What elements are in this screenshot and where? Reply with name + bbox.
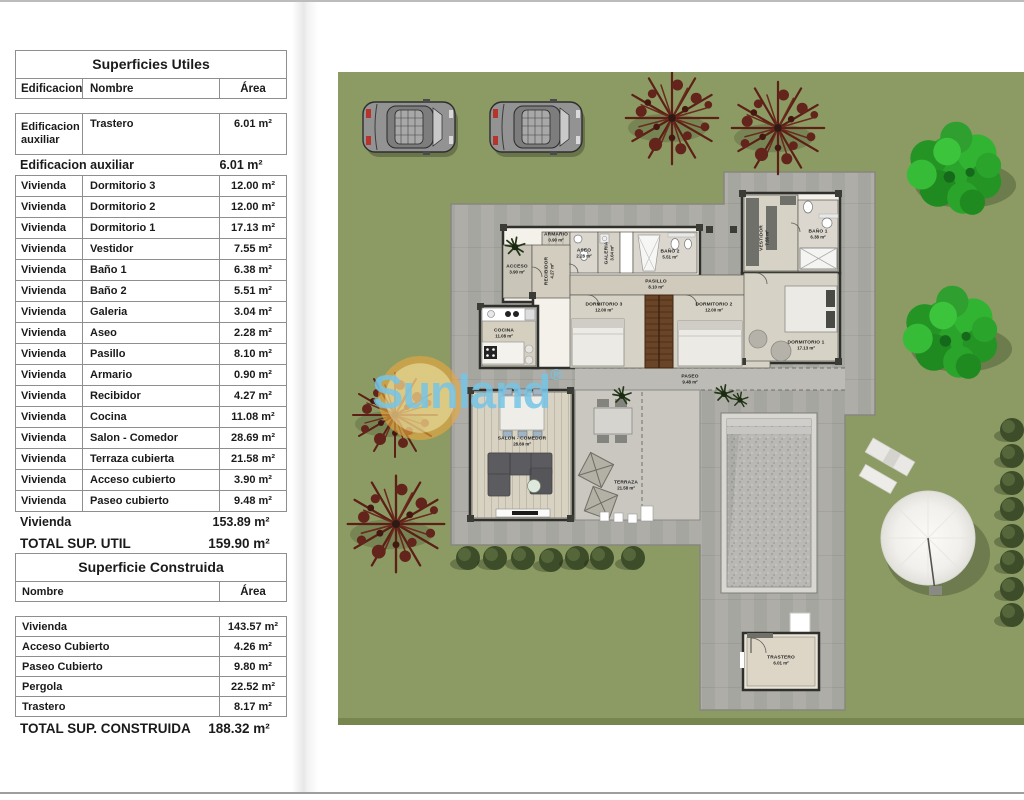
table-row: Paseo Cubierto 9.80 m² xyxy=(16,657,286,677)
room-label-salon-comedor: SALON - COMEDOR 28.69 m² xyxy=(497,436,547,448)
subtotal-edificacion-auxiliar: Edificacion auxiliar 6.01 m² xyxy=(20,158,263,172)
bed-dormitorio-3 xyxy=(572,319,624,366)
lawn-edge xyxy=(338,718,1024,725)
room-label-acceso: ACCESO 3.90 m² xyxy=(506,264,528,276)
pool xyxy=(721,413,817,593)
table-row: Vivienda Vestidor 7.55 m² xyxy=(16,239,286,260)
room-label-pasillo: PASILLO 8.10 m² xyxy=(645,279,667,291)
room-label-cocina: COCINA 11.08 m² xyxy=(494,328,514,340)
col-nombre: Nombre xyxy=(90,82,134,95)
top-rule xyxy=(0,0,1024,2)
table-row: Vivienda Armario 0.90 m² xyxy=(16,365,286,386)
table-row: Edificacion auxiliar Trastero 6.01 m² xyxy=(16,114,286,154)
construida-header-block xyxy=(15,553,287,602)
table-row: Vivienda Pasillo 8.10 m² xyxy=(16,344,286,365)
table-row: Vivienda Baño 2 5.51 m² xyxy=(16,281,286,302)
room-label-vestidor: VESTIDOR 7.55 m² xyxy=(759,225,771,251)
room-label-terraza: TERRAZA 21.58 m² xyxy=(613,480,639,492)
table-row: Vivienda Cocina 11.08 m² xyxy=(16,407,286,428)
table-row: Vivienda Terraza cubierta 21.58 m² xyxy=(16,449,286,470)
room-label-galeria: GALERIA 3.04 m² xyxy=(604,241,616,265)
room-label-bano2: BAÑO 2 5.51 m² xyxy=(660,249,680,261)
table-row: Vivienda Paseo cubierto 9.48 m² xyxy=(16,491,286,511)
col-area: Área xyxy=(219,582,286,601)
room-label-armario: ARMARIO 0.90 m² xyxy=(543,232,569,244)
paseo-strip xyxy=(575,368,845,390)
room-label-paseo: PASEO 9.48 m² xyxy=(681,374,699,386)
bottom-rule xyxy=(0,792,1024,794)
wood-deck xyxy=(645,295,673,368)
table-row: Vivienda Dormitorio 1 17.13 m² xyxy=(16,218,286,239)
sunland-watermark-text: Sunland® xyxy=(372,365,562,418)
room-label-dormitorio-2: DORMITORIO 2 12.00 m² xyxy=(695,302,733,314)
table-row: Vivienda Acceso cubierto 3.90 m² xyxy=(16,470,286,491)
page-fold-shadow xyxy=(292,2,318,792)
construida-title: Superficie Construida xyxy=(16,554,286,582)
car-top-view xyxy=(490,99,585,157)
utiles-header-block xyxy=(15,50,287,99)
utiles-title: Superficies Utiles xyxy=(16,51,286,79)
table-row: Acceso Cubierto 4.26 m² xyxy=(16,637,286,657)
room-label-trastero: TRASTERO 6.01 m² xyxy=(767,655,795,667)
table-row: Vivienda Recibidor 4.27 m² xyxy=(16,386,286,407)
table-row: Trastero 8.17 m² xyxy=(16,697,286,716)
total-sup-util: TOTAL SUP. UTIL 159.90 m² xyxy=(20,536,270,551)
table-row: Vivienda Baño 1 6.38 m² xyxy=(16,260,286,281)
total-sup-construida: TOTAL SUP. CONSTRUIDA 188.32 m² xyxy=(20,721,270,736)
construida-column-headers xyxy=(16,582,286,601)
car-top-view xyxy=(363,99,458,157)
construida-rows-block xyxy=(15,616,287,717)
room-label-dormitorio-3: DORMITORIO 3 12.00 m² xyxy=(585,302,623,314)
col-area: Área xyxy=(219,79,286,98)
room-label-dormitorio-1: DORMITORIO 1 17.13 m² xyxy=(787,340,825,352)
col-nombre: Nombre xyxy=(22,585,64,598)
room-label-bano1: BAÑO 1 6.38 m² xyxy=(808,229,828,241)
sunland-watermark xyxy=(372,364,561,434)
utiles-vivienda-block xyxy=(15,175,287,512)
room-label-recibidor: RECIBIDOR 4.27 m² xyxy=(544,256,556,286)
utiles-aux-block xyxy=(15,113,287,155)
col-edificacion: Edificacion xyxy=(16,79,83,98)
table-row: Vivienda Dormitorio 2 12.00 m² xyxy=(16,197,286,218)
table-row: Vivienda Salon - Comedor 28.69 m² xyxy=(16,428,286,449)
subtotal-vivienda: Vivienda 153.89 m² xyxy=(20,515,270,529)
table-superficies-utiles xyxy=(15,50,287,555)
utiles-column-headers xyxy=(16,79,286,98)
table-row: Vivienda Dormitorio 3 12.00 m² xyxy=(16,176,286,197)
table-superficie-construida xyxy=(15,553,287,740)
table-row: Pergola 22.52 m² xyxy=(16,677,286,697)
table-row: Vivienda 143.57 m² xyxy=(16,617,286,637)
room-label-aseo: ASEO 2.28 m² xyxy=(576,248,592,260)
registered-mark: ® xyxy=(550,367,562,384)
table-row: Vivienda Galeria 3.04 m² xyxy=(16,302,286,323)
table-row: Vivienda Aseo 2.28 m² xyxy=(16,323,286,344)
site-plan xyxy=(338,72,1024,725)
bed-dormitorio-2 xyxy=(678,321,742,366)
